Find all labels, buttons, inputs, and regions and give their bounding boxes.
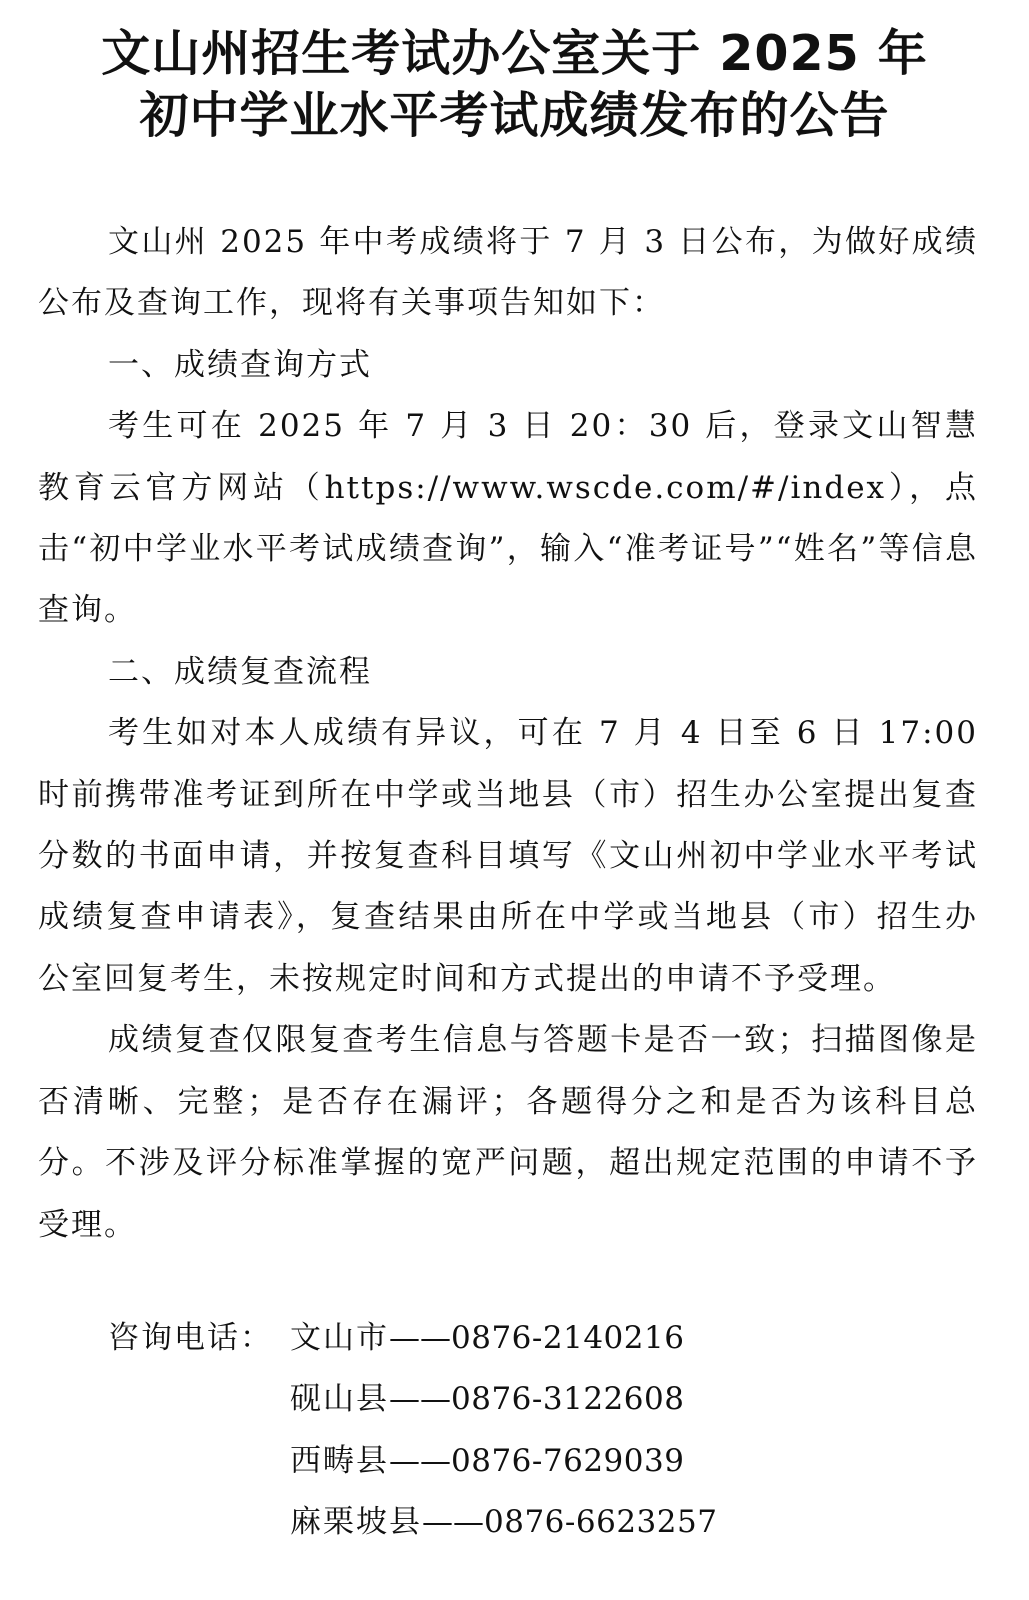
contact-phone: 0876-7629039 bbox=[451, 1442, 685, 1479]
contact-dash: —— bbox=[422, 1504, 484, 1541]
contact-label-spacer bbox=[108, 1492, 290, 1553]
title-line-1: 文山州招生考试办公室关于 2025 年 bbox=[101, 25, 928, 82]
intro-paragraph: 文山州 2025 年中考成绩将于 7 月 3 日公布，为做好成绩公布及查询工作，现将有关事项告知如下： bbox=[38, 224, 978, 322]
contact-list bbox=[108, 1308, 717, 1554]
contact-row bbox=[108, 1431, 717, 1492]
contact-label-spacer bbox=[108, 1431, 290, 1492]
contact-row bbox=[108, 1369, 717, 1430]
contact-phone: 0876-3122608 bbox=[451, 1381, 685, 1418]
contact-place: 麻栗坡县 bbox=[290, 1504, 422, 1541]
contact-place: 砚山县 bbox=[290, 1381, 389, 1418]
contact-phone: 0876-6623257 bbox=[484, 1504, 718, 1541]
review-scope-paragraph: 成绩复查仅限复查考生信息与答题卡是否一致；扫描图像是否清晰、完整；是否存在漏评；各题得分之和是否为该科目总分。不涉及评分标准掌握的宽严问题，超出规定范围的申请不予受理。 bbox=[38, 1022, 978, 1243]
contact-dash: —— bbox=[389, 1381, 451, 1418]
contact-place: 文山市 bbox=[290, 1320, 389, 1356]
title-line-2: 初中学业水平考试成绩发布的公告 bbox=[139, 87, 890, 144]
review-process-paragraph: 考生如对本人成绩有异议，可在 7 月 4 日至 6 日 17:00 时前携带准考证到所在中学或当地县（市）招生办公室提出复查分数的书面申请，并按复查科目填写《文山州初中学业水平考试成绩复查申请表》，复查结果由所在中学或当地县（市）招生办公室回复考生，未按规定时间和方式提出的申请不予受理。 bbox=[38, 715, 978, 997]
contact-phone: 0876-2140216 bbox=[451, 1320, 685, 1356]
contact-label-spacer bbox=[108, 1369, 290, 1430]
contact-row bbox=[108, 1492, 717, 1553]
query-method-paragraph: 考生可在 2025 年 7 月 3 日 20：30 后，登录文山智慧教育云官方网站（https://www.wscde.com/#/index），点击“初中学业水平考试成绩查询”，输入“准考证号”“姓名”等信息查询。 bbox=[38, 408, 978, 629]
announcement-body bbox=[38, 212, 978, 1256]
contact-dash: —— bbox=[389, 1320, 451, 1356]
section-heading-query-method: 一、成绩查询方式 bbox=[108, 346, 372, 383]
section-heading-review-process: 二、成绩复查流程 bbox=[108, 653, 372, 690]
contact-place: 西畴县 bbox=[290, 1442, 389, 1479]
contact-label: 咨询电话： bbox=[108, 1320, 273, 1356]
contact-dash: —— bbox=[389, 1442, 451, 1479]
contact-row bbox=[108, 1308, 717, 1369]
